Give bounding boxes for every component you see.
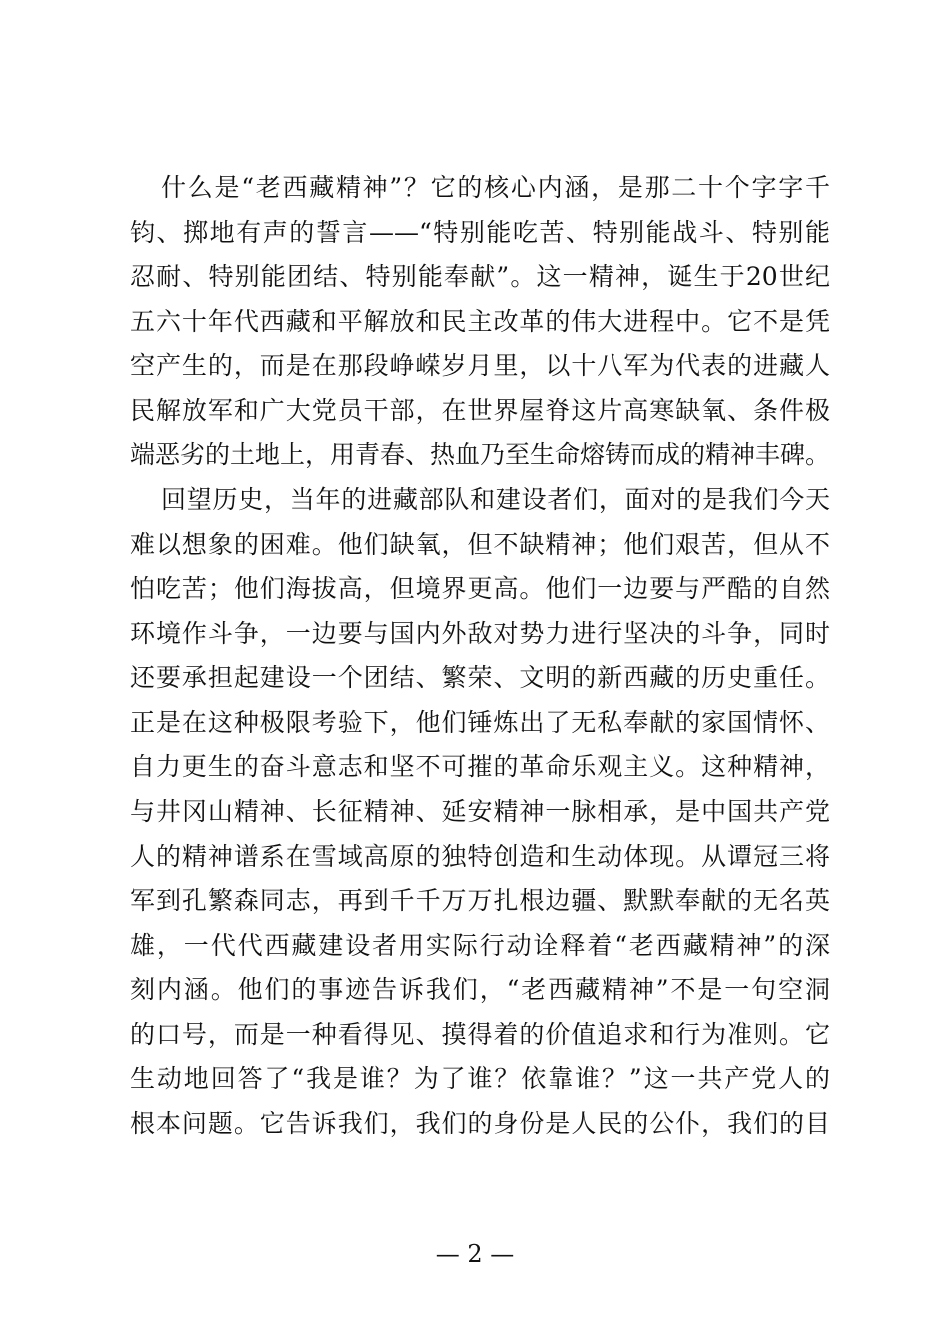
text-line: 正是在这种极限考验下，他们锤炼出了无私奉献的家国情怀、 (130, 708, 830, 737)
page-number: — 2 — (435, 1240, 515, 1268)
text-line: 什么是“老西藏精神”？它的核心内涵，是那二十个字字千 (161, 173, 830, 202)
text-line: 忍耐、特别能团结、特别能奉献”。这一精神，诞生于20世纪 (130, 262, 830, 291)
text-line: 民解放军和广大党员干部，在世界屋脊这片高寒缺氧、条件极 (130, 396, 830, 425)
text-line: 生动地回答了“我是谁？为了谁？依靠谁？”这一共产党人的 (130, 1064, 830, 1093)
text-line: 军到孔繁森同志，再到千千万万扎根边疆、默默奉献的无名英 (130, 886, 830, 915)
text-line: 与井冈山精神、长征精神、延安精神一脉相承，是中国共产党 (130, 797, 830, 826)
text-line: 五六十年代西藏和平解放和民主改革的伟大进程中。它不是凭 (130, 307, 830, 336)
text-line: 钧、掷地有声的誓言——“特别能吃苦、特别能战斗、特别能 (130, 218, 830, 247)
text-line: 刻内涵。他们的事迹告诉我们，“老西藏精神”不是一句空洞 (130, 975, 830, 1004)
text-line: 怕吃苦；他们海拔高，但境界更高。他们一边要与严酷的自然 (130, 574, 830, 603)
text-line: 还要承担起建设一个团结、繁荣、文明的新西藏的历史重任。 (130, 663, 830, 692)
text-line: 端恶劣的土地上，用青春、热血乃至生命熔铸而成的精神丰碑。 (130, 440, 831, 469)
text-line: 自力更生的奋斗意志和坚不可摧的革命乐观主义。这种精神， (130, 752, 830, 781)
text-line: 回望历史，当年的进藏部队和建设者们，面对的是我们今天 (161, 485, 830, 514)
text-line: 难以想象的困难。他们缺氧，但不缺精神；他们艰苦，但从不 (130, 530, 830, 559)
text-line: 的口号，而是一种看得见、摸得着的价值追求和行为准则。它 (130, 1020, 830, 1049)
text-line: 人的精神谱系在雪域高原的独特创造和生动体现。从谭冠三将 (130, 842, 830, 871)
text-line: 根本问题。它告诉我们，我们的身份是人民的公仆，我们的目 (130, 1109, 830, 1138)
text-line: 空产生的，而是在那段峥嵘岁月里，以十八军为代表的进藏人 (130, 351, 830, 380)
text-line: 雄，一代代西藏建设者用实际行动诠释着“老西藏精神”的深 (130, 931, 830, 960)
text-line: 环境作斗争，一边要与国内外敌对势力进行坚决的斗争，同时 (130, 619, 830, 648)
